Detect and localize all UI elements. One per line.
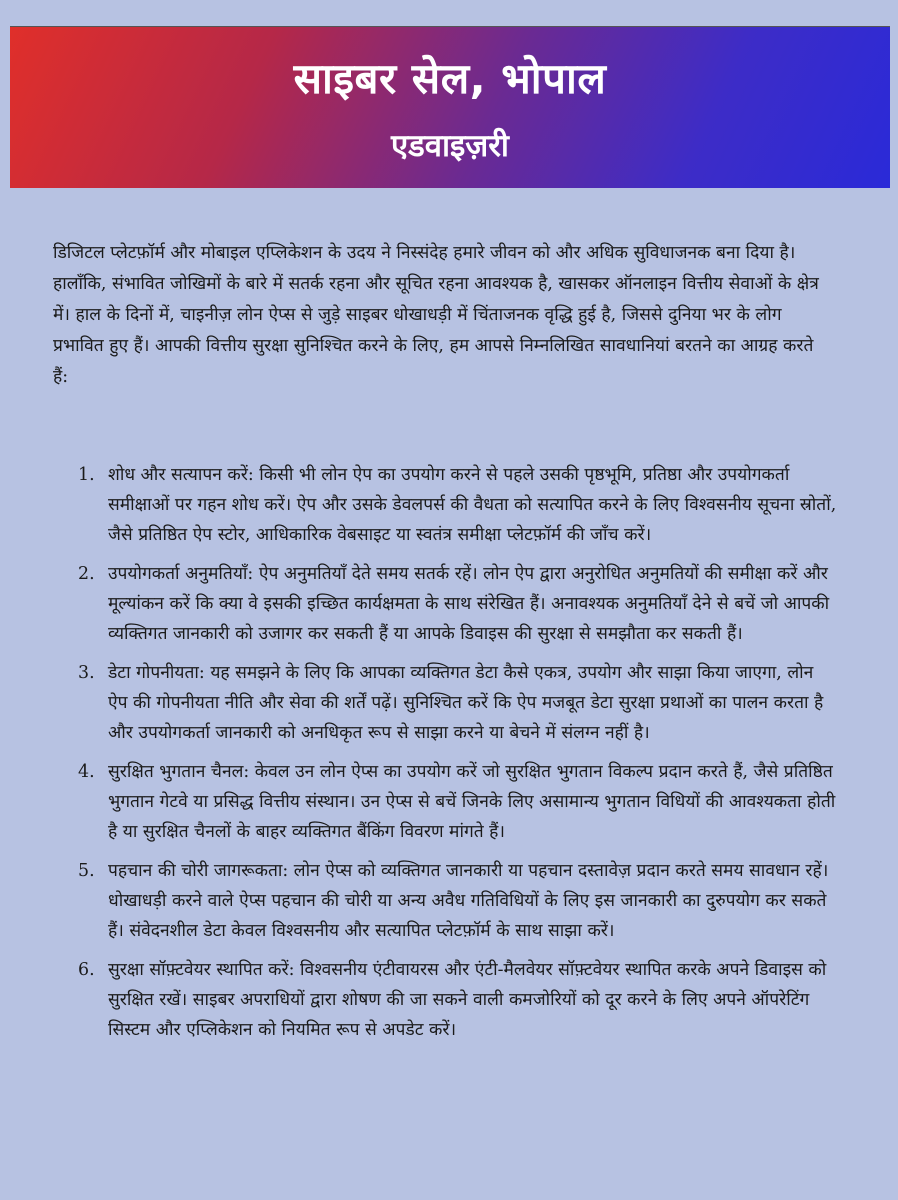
advice-text: डेटा गोपनीयता: यह समझने के लिए कि आपका व्यक्तिगत डेटा कैसे एकत्र, उपयोग और साझा किया जाएगा, लोन ऐप की गोपनीयता नीति और सेवा की शर्तें पढ़ें। सुनिश्चित करें कि ऐप मजबूत डेटा सुरक्षा प्रथाओं का पालन करता है और उपयोगकर्ता जानकारी को अनधिकृत रूप से साझा करने या बेचने में संलग्न नहीं है। — [108, 663, 824, 743]
intro-paragraph: डिजिटल प्लेटफ़ॉर्म और मोबाइल एप्लिकेशन के उदय ने निस्संदेह हमारे जीवन को और अधिक सुविधाजनक बना दिया है। हालाँकि, संभावित जोखिमों के बारे में सतर्क रहना और सूचित रहना आवश्यक है, खासकर ऑनलाइन वित्तीय सेवाओं के क्षेत्र में। हाल के दिनों में, चाइनीज़ लोन ऐप्स से जुड़े साइबर धोखाधड़ी में चिंताजनक वृद्धि हुई है, जिससे दुनिया भर के लोग प्रभावित हुए हैं। आपकी वित्तीय सुरक्षा सुनिश्चित करने के लिए, हम आपसे निम्नलिखित सावधानियां बरतने का आग्रह करते हैं: — [53, 243, 819, 387]
advice-text: उपयोगकर्ता अनुमतियाँ: ऐप अनुमतियाँ देते समय सतर्क रहें। लोन ऐप द्वारा अनुरोधित अनुमतियों की समीक्षा करें और मूल्यांकन करें कि क्या वे इसकी इच्छित कार्यक्षमता के साथ संरेखित हैं। अनावश्यक अनुमतियाँ देने से बचें जो आपकी व्यक्तिगत जानकारी को उजागर कर सकती हैं या आपके डिवाइस की सुरक्षा से समझौता कर सकती हैं। — [108, 564, 830, 644]
advice-list — [78, 460, 838, 1054]
advice-number: 4. — [78, 762, 95, 782]
advice-item — [78, 658, 838, 748]
advice-item — [78, 757, 838, 847]
advice-text: सुरक्षित भुगतान चैनल: केवल उन लोन ऐप्स का उपयोग करें जो सुरक्षित भुगतान विकल्प प्रदान करते हैं, जैसे प्रतिष्ठित भुगतान गेटवे या प्रसिद्ध वित्तीय संस्थान। उन ऐप्स से बचें जिनके लिए असामान्य भुगतान विधियों की आवश्यकता होती है या सुरक्षित चैनलों के बाहर व्यक्तिगत बैंकिंग विवरण मांगते हैं। — [108, 762, 836, 842]
advice-number: 5. — [78, 861, 95, 881]
advice-number: 6. — [78, 960, 95, 980]
page-subtitle: एडवाइज़री — [391, 128, 509, 164]
advice-number: 3. — [78, 663, 95, 683]
advice-text: शोध और सत्यापन करें: किसी भी लोन ऐप का उपयोग करने से पहले उसकी पृष्ठभूमि, प्रतिष्ठा और उपयोगकर्ता समीक्षाओं पर गहन शोध करें। ऐप और उसके डेवलपर्स की वैधता को सत्यापित करने के लिए विश्वसनीय सूचना स्रोतों, जैसे प्रतिष्ठित ऐप स्टोर, आधिकारिक वेबसाइट या स्वतंत्र समीक्षा प्लेटफ़ॉर्म की जाँच करें। — [108, 465, 837, 545]
advice-number: 1. — [78, 465, 95, 485]
advice-item — [78, 460, 838, 550]
advice-number: 2. — [78, 564, 95, 584]
page-title: साइबर सेल, भोपाल — [293, 54, 607, 103]
advice-text: सुरक्षा सॉफ़्टवेयर स्थापित करें: विश्वसनीय एंटीवायरस और एंटी-मैलवेयर सॉफ़्टवेयर स्थापित करके अपने डिवाइस को सुरक्षित रखें। साइबर अपराधियों द्वारा शोषण की जा सकने वाली कमजोरियों को दूर करने के लिए अपने ऑपरेटिंग सिस्टम और एप्लिकेशन को नियमित रूप से अपडेट करें। — [108, 960, 827, 1040]
advice-item — [78, 559, 838, 649]
advice-item — [78, 856, 838, 946]
advice-text: पहचान की चोरी जागरूकता: लोन ऐप्स को व्यक्तिगत जानकारी या पहचान दस्तावेज़ प्रदान करते समय सावधान रहें। धोखाधड़ी करने वाले ऐप्स पहचान की चोरी या अन्य अवैध गतिविधियों के लिए इस जानकारी का दुरुपयोग कर सकते हैं। संवेदनशील डेटा केवल विश्वसनीय और सत्यापित प्लेटफ़ॉर्म के साथ साझा करें। — [108, 861, 829, 941]
advice-item — [78, 955, 838, 1045]
advisory-header-banner — [10, 26, 890, 188]
